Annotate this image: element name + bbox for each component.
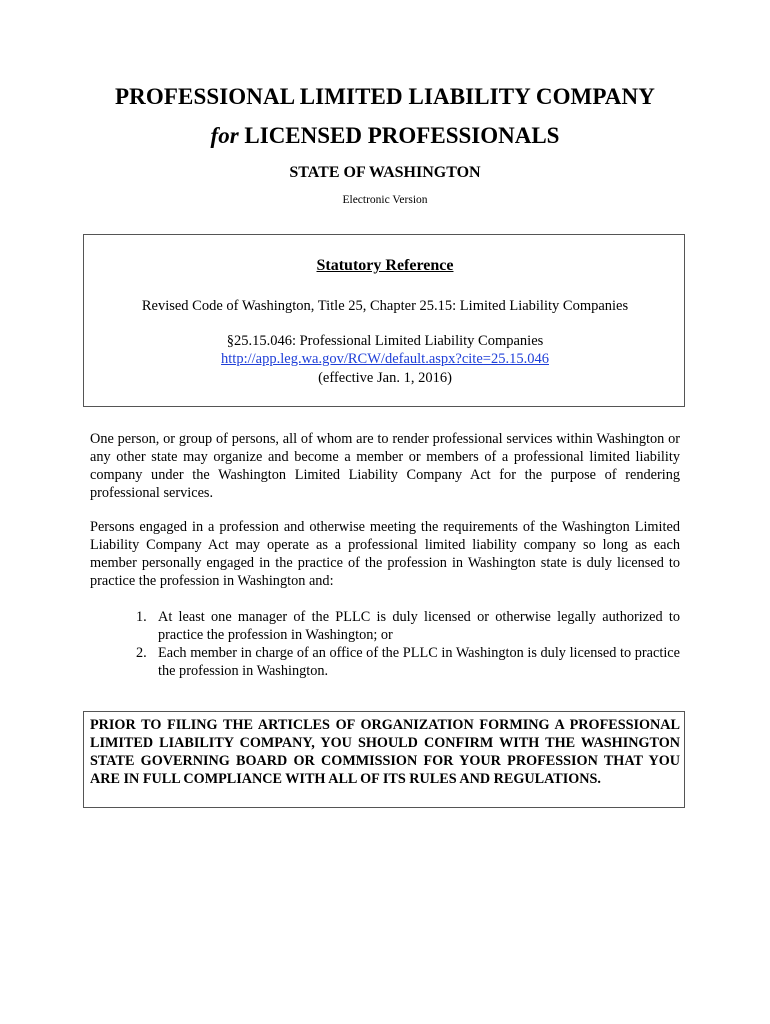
statutory-reference-heading: Statutory Reference [316,257,454,274]
requirements-list [130,608,680,680]
list-item [130,644,680,680]
state-heading: STATE OF WASHINGTON [289,164,481,181]
body-paragraph-1: One person, or group of persons, all of whom are to render professional services within Washington or any other state may organize and become a member or members of a professional limited liability company under the Washington Limited Liability Company Act for the purpose of rendering professional services. [90,431,680,501]
subtitle-for-word: for [210,123,239,148]
document-subtitle [0,123,770,149]
statutory-section-line: §25.15.046: Professional Limited Liability Companies [226,333,544,349]
version-label: Electronic Version [342,194,428,206]
list-item-number: 2. [136,645,147,661]
notice-text: PRIOR TO FILING THE ARTICLES OF ORGANIZATION FORMING A PROFESSIONAL LIMITED LIABILITY COMPANY, YOU SHOULD CONFIRM WITH THE WASHINGTON STATE GOVERNING BOARD OR COMMISSION FOR YOUR PROFESSION THAT YOU ARE IN FULL COMPLIANCE WITH ALL OF ITS RULES AND REGULATIONS. [90,717,680,787]
document-title: PROFESSIONAL LIMITED LIABILITY COMPANY [115,84,655,109]
statutory-link[interactable]: http://app.leg.wa.gov/RCW/default.aspx?cite=25.15.046 [221,351,549,367]
list-item [130,608,680,644]
statutory-effective-date: (effective Jan. 1, 2016) [318,370,452,386]
list-item-number: 1. [136,609,147,625]
subtitle-rest: LICENSED PROFESSIONALS [238,123,560,148]
list-item-text: Each member in charge of an office of the PLLC in Washington is duly licensed to practice the profession in Washington. [158,645,680,679]
statutory-code-line: Revised Code of Washington, Title 25, Chapter 25.15: Limited Liability Companies [141,298,629,314]
list-item-text: At least one manager of the PLLC is duly licensed or otherwise legally authorized to practice the profession in Washington; or [158,609,680,643]
body-paragraph-2: Persons engaged in a profession and otherwise meeting the requirements of the Washington Limited Liability Company Act may operate as a professional limited liability company so long as each member personally engaged in the practice of the profession in Washington state is duly licensed to practice the profession in Washington and: [90,519,680,589]
